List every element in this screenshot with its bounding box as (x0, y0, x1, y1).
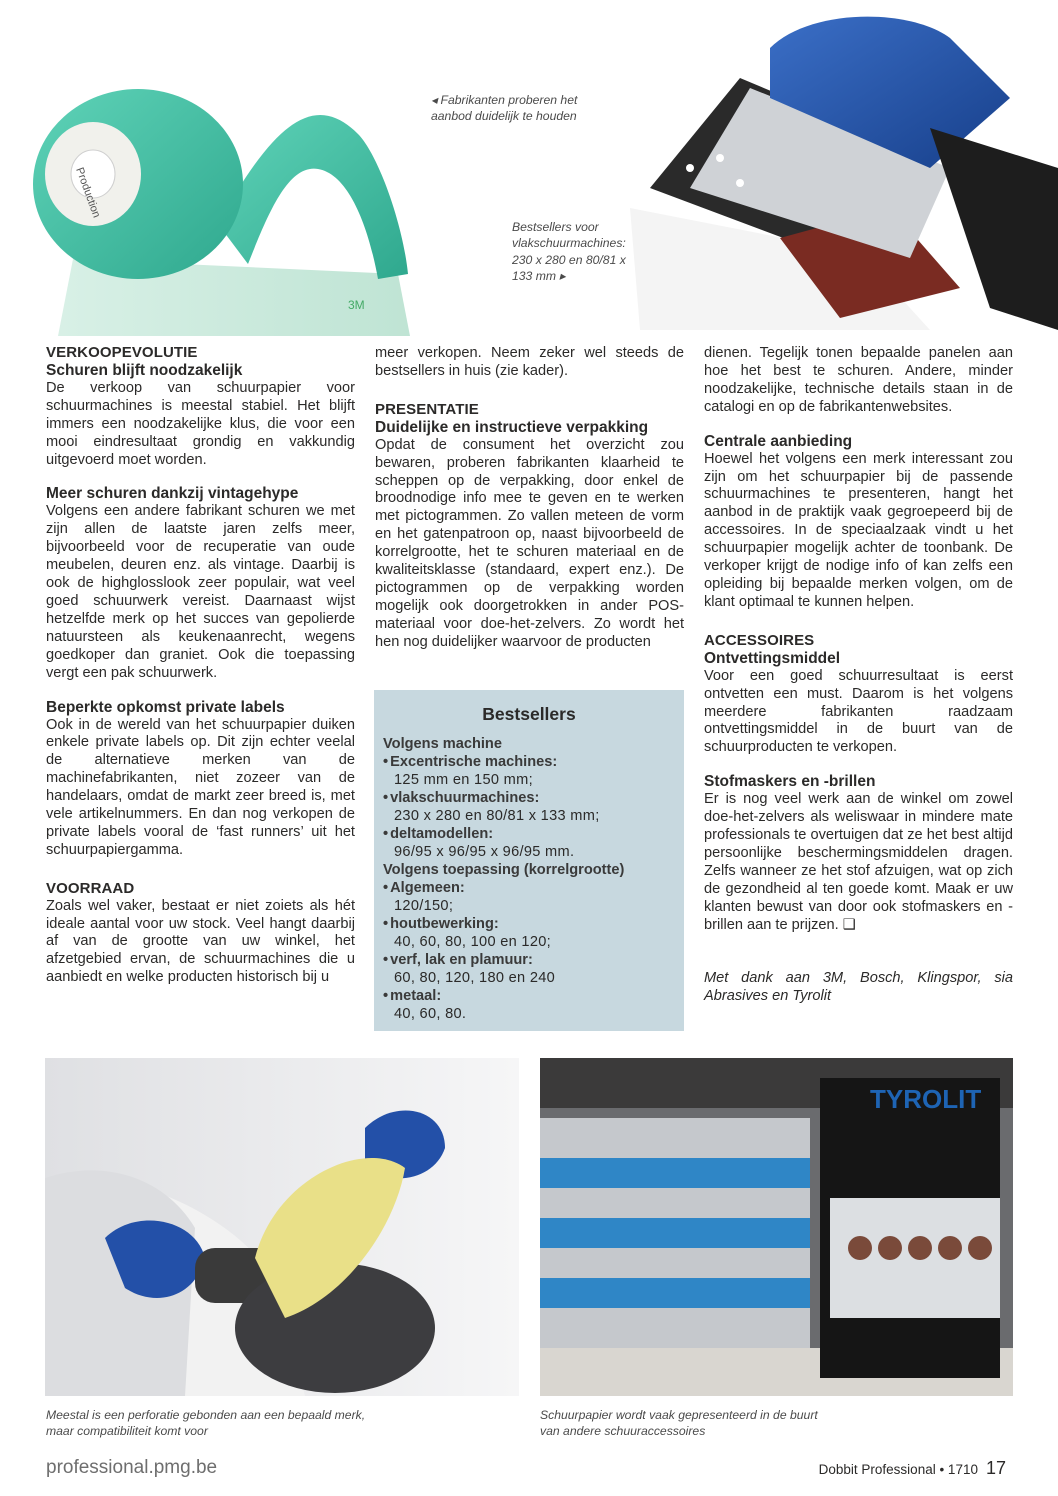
group-machine: Volgens machine (383, 736, 502, 752)
paragraph-private-labels: Ook in de wereld van het schuurpapier duiken enkele private labels op. Dit zijn echter veelal de alternatieve merken van de machinefabrikanten, niet zozeer van de handelaars, omdat de markt zeer breed is, met vele artikelnummers. En dan nog verkopen de private labels vooral de ‘fast runners’ uit het schuurpapiergamma. (46, 716, 355, 858)
subheading-ontvetting: Ontvettingsmiddel (704, 649, 841, 667)
paragraph-voorraad: Zoals wel vaker, bestaat er niet zoiets als hét ideale aantal voor uw stock. Veel hangt daarbij af van de grootte van uw winkel, het afzetgebied ervan, de schuurmachines die u aanbiedt en welke producten historisch bij u (46, 897, 355, 986)
item-label: • houtbewerking: (383, 915, 684, 933)
roll-label: Production (73, 165, 103, 220)
bestsellers-title: Bestsellers (482, 704, 576, 724)
paragraph-col3-continuation: dienen. Tegelijk tonen bepaalde panelen aan hoe het best te schuren. Andere, minder noodzakelijke, technische details staan in de catalogi en op de fabrikantenwebsites. (704, 345, 1013, 415)
caption-bottom-right: Schuurpapier wordt vaak gepresenteerd in de buurt van andere schuuraccessoires (540, 1408, 818, 1439)
caption-top-2: Bestsellers voor vlakschuurmachines: 230 x 280 en 80/81 x 133 mm ▸ (512, 220, 626, 284)
subheading-schuren: Schuren blijft noodzakelijk (46, 361, 243, 379)
group-toepassing: Volgens toepassing (korrelgrootte) (383, 862, 625, 878)
item-value: 230 x 280 en 80/81 x 133 mm; (394, 808, 600, 824)
paragraph-verpakking: Opdat de consument het overzicht zou bewaren, proberen fabrikanten klaarheid te scheppen op de verpakking, door enkel de broodnodige info mee te geven en te werken met pictogrammen. Zo vallen meteen de vorm en het gatenpatroon op, naast bijvoorbeeld de korrelgrootte, het te schuren materiaal en de kwaliteitsklasse (standaard, expert enz.). De pictogrammen op de verpakking worden mogelijk ook doorgetrokken in ander POS-materiaal voor doe-het-zelvers. Zo wordt het hen nog duidelijker waarvoor de producten (375, 436, 684, 650)
orbital-sander-image (630, 8, 1058, 330)
column-2 (375, 345, 684, 652)
hands-sanding-image (45, 1058, 519, 1396)
item-value: 60, 80, 120, 180 en 240 (394, 970, 556, 986)
paragraph-vintage: Volgens een andere fabrikant schuren we met zijn allen de laatste jaren zelfs meer, bijvoorbeeld voor de recuperatie van oude meubelen, deuren enz. als vintage. Daarbij is ook de highglosslook zeer populair, wat veel goed schuurwerk vereist. Daarnaast wijst hetzelfde merk op het succes van gepolierde natuursteen als keukenaanrecht, wegens goedkoper dan graniet. Ook die toepassing vergt een pak schuurwerk. (46, 503, 355, 681)
column-3 (704, 345, 1013, 1006)
subheading-centrale-aanbieding: Centrale aanbieding (704, 432, 853, 450)
roll-brand: 3M (348, 298, 365, 312)
item-value: 96/95 x 96/95 x 96/95 mm. (394, 844, 575, 860)
item-label: • verf, lak en plamuur: (383, 951, 684, 969)
footer-publication (819, 1458, 1006, 1479)
paragraph-centrale-aanbieding: Hoewel het volgens een merk interessant zou zijn om het schuurpapier bij de passende schuurmachines te presenteren, hangt het aanbod in de praktijk vaak gegroepeerd bij de accessoires. In de speciaalzaak vindt u het schuurpapier mogelijk achter de toonbank. De verkoper krijgt de nodige info of kan zelfs een opleiding bij bepaalde merken volgen, om de klant optimaal te kunnen helpen. (704, 450, 1013, 610)
subheading-verpakking: Duidelijke en instructieve verpakking (375, 418, 649, 436)
subheading-vintage: Meer schuren dankzij vintagehype (46, 485, 299, 503)
paragraph-col2-continuation: meer verkopen. Neem zeker wel steeds de bestsellers in huis (zie kader). (375, 345, 684, 379)
item-label: • deltamodellen: (383, 825, 684, 843)
bestsellers-list (383, 735, 684, 1023)
column-1 (46, 344, 355, 987)
item-value: 120/150; (394, 898, 454, 914)
acknowledgement: Met dank aan 3M, Bosch, Klingspor, sia Abrasives en Tyrolit (704, 970, 1013, 1005)
item-value: 40, 60, 80, 100 en 120; (394, 934, 552, 950)
publication-name: Dobbit Professional • 1710 (818, 1462, 978, 1477)
paragraph-ontvetting: Voor een goed schuurresultaat is eerst ontvetten een must. Daarom is het volgens meerdere fabrikanten raadzaam ontvettingsmiddel in de buurt van de schuurproducten te verkopen. (704, 667, 1013, 756)
store-shelf-image (540, 1058, 1013, 1396)
tyrolit-brand: TYROLIT (870, 1084, 982, 1114)
subheading-private-labels: Beperkte opkomst private labels (46, 698, 285, 716)
paragraph-schuren: De verkoop van schuurpapier voor schuurmachines is meestal stabiel. Het blijft immers een noodzakelijke klus, die voor een mooi eindresultaat grondig en vakkundig uitgevoerd moet worden. (46, 379, 355, 468)
heading-accessoires: ACCESSOIRES (704, 631, 815, 649)
heading-voorraad: VOORRAAD (46, 879, 135, 897)
item-value: 40, 60, 80. (394, 1006, 467, 1022)
page-number: 17 (985, 1458, 1006, 1478)
caption-bottom-left: Meestal is een perforatie gebonden aan een bepaald merk, maar compatibiliteit komt voor (46, 1408, 366, 1439)
sandpaper-roll-image (18, 74, 418, 336)
paragraph-stofmaskers: Er is nog veel werk aan de winkel om zowel doe-het-zelvers als weliswaar in mindere mate professionals te overtuigen dat ze het best altijd persoonlijke beschermingsmiddelen dragen. Zelfs wanneer ze het stof afzuigen, wat op zich de gezondheid al ten goede komt. Maak er uw klanten bewust van door ook stofmaskers en -brillen aan te prijzen. ❑ (704, 791, 1013, 933)
footer-url[interactable]: professional.pmg.be (46, 1457, 218, 1478)
caption-top-1: ◂ Fabrikanten proberen het aanbod duidelijk te houden (431, 93, 578, 124)
item-label: • Excentrische machines: (383, 753, 684, 771)
item-label: • vlakschuurmachines: (383, 789, 684, 807)
item-label: • Algemeen: (383, 879, 684, 897)
item-label: • metaal: (383, 987, 684, 1005)
heading-presentatie: PRESENTATIE (375, 400, 479, 418)
heading-verkoopevolutie: VERKOOPEVOLUTIE (46, 344, 198, 361)
bestsellers-box (374, 690, 684, 1031)
item-value: 125 mm en 150 mm; (394, 772, 533, 788)
subheading-stofmaskers: Stofmaskers en -brillen (704, 773, 876, 791)
